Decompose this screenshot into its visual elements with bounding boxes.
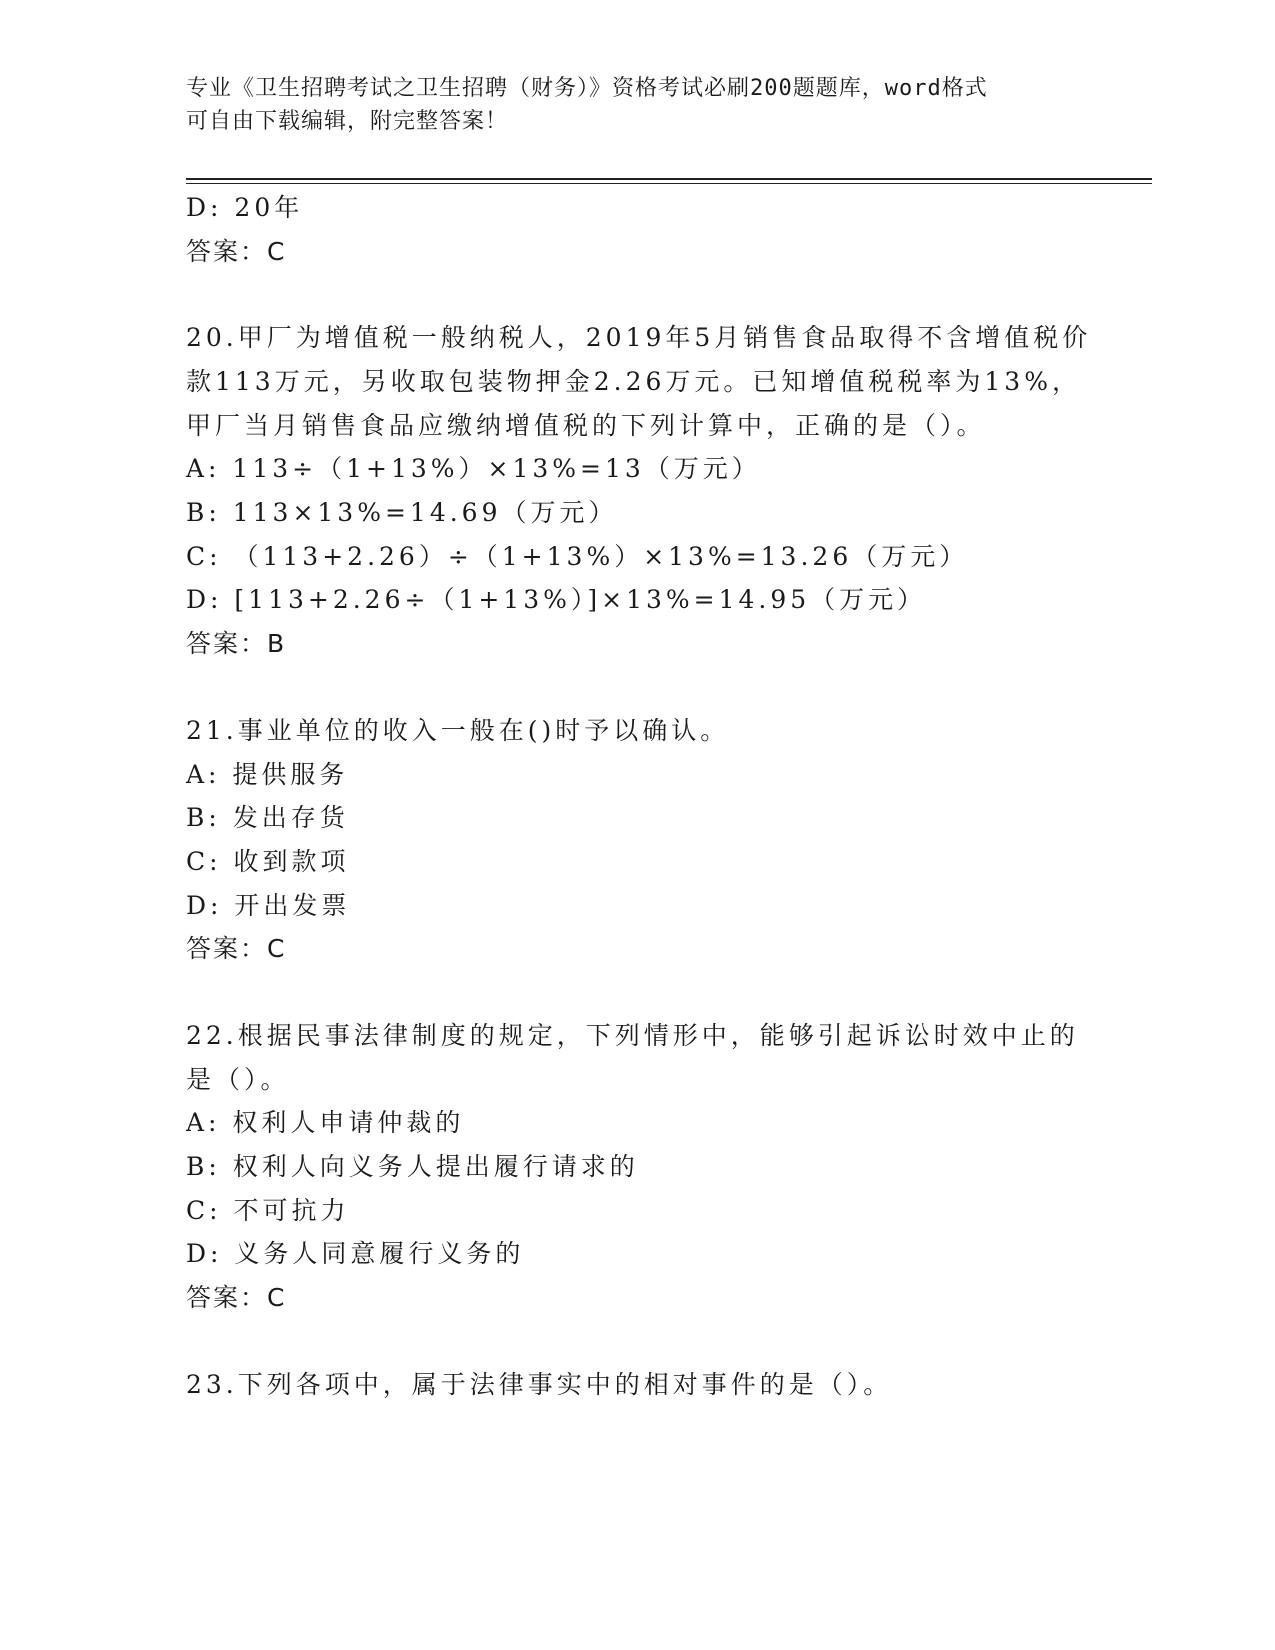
q22-stem-line-2: 是（）。: [186, 1065, 290, 1094]
q22-option-a: A: 权利人申请仲裁的: [186, 1108, 465, 1137]
q20-stem-line-1: 20.甲厂为增值税一般纳税人，2019年5月销售食品取得不含增值税价: [186, 323, 1092, 352]
header-line-2: 可自由下载编辑，附完整答案！: [186, 109, 509, 134]
header-divider: [186, 178, 1152, 184]
document-header: [186, 72, 1086, 138]
q20-option-c: C: （113+2.26）÷（1+13%）×13%=13.26（万元）: [186, 542, 969, 571]
q20-option-a: A: 113÷（1+13%）×13%=13（万元）: [186, 454, 761, 483]
q22-answer: 答案：C: [186, 1283, 287, 1312]
q21-option-c: C: 收到款项: [186, 847, 350, 876]
q20-stem-line-3: 甲厂当月销售食品应缴纳增值税的下列计算中，正确的是（）。: [186, 411, 986, 440]
header-line-1: 专业《卫生招聘考试之卫生招聘（财务）》资格考试必刷200题题库，word格式: [186, 76, 988, 101]
q22-option-d: D: 义务人同意履行义务的: [186, 1239, 525, 1268]
q21-option-d: D: 开出发票: [186, 891, 351, 920]
q20-option-b: B: 113×13%=14.69（万元）: [186, 498, 618, 527]
q22-option-c: C: 不可抗力: [186, 1196, 350, 1225]
q21-answer: 答案：C: [186, 934, 287, 963]
prev-option-d: D: 20年: [186, 193, 304, 222]
q20-option-d: D: [113+2.26÷（1+13%）]×13%=14.95（万元）: [186, 585, 927, 614]
q23-stem-line-1: 23.下列各项中，属于法律事实中的相对事件的是（）。: [186, 1370, 893, 1399]
q22-option-b: B: 权利人向义务人提出履行请求的: [186, 1152, 639, 1181]
q21-option-b: B: 发出存货: [186, 803, 349, 832]
q20-answer: 答案：B: [186, 629, 287, 658]
q21-option-a: A: 提供服务: [186, 760, 349, 789]
prev-answer: 答案：C: [186, 237, 287, 266]
q20-stem-line-2: 款113万元，另收取包装物押金2.26万元。已知增值税税率为13%，: [186, 367, 1081, 396]
q22-stem-line-1: 22.根据民事法律制度的规定，下列情形中，能够引起诉讼时效中止的: [186, 1021, 1079, 1050]
q21-stem-line-1: 21.事业单位的收入一般在()时予以确认。: [186, 716, 730, 745]
